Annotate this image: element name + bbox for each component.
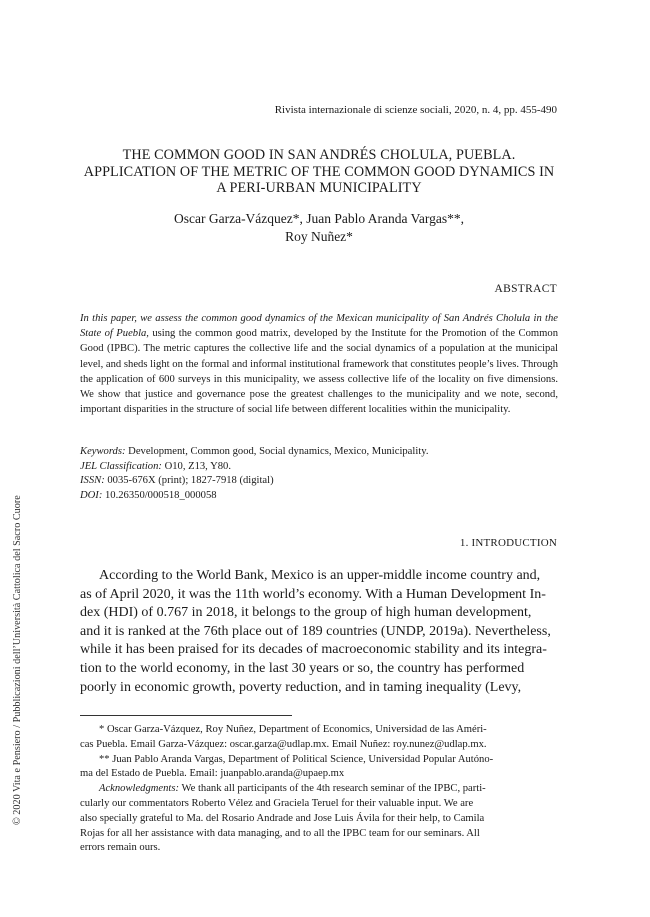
title-line: APPLICATION OF THE METRIC OF THE COMMON GOOD DYNAMICS IN xyxy=(83,163,555,180)
journal-header: Rivista internazionale di scienze sociali, 2020, n. 4, pp. 455-490 xyxy=(274,104,557,116)
body-line: while it has been praised for its decades of macroeconomic stability and its integra- xyxy=(80,642,547,658)
author-line: Roy Nuñez* xyxy=(285,229,353,244)
abstract-heading: ABSTRACT xyxy=(494,283,557,295)
footnote-line: errors remain ours. xyxy=(80,842,161,854)
abstract-text xyxy=(80,311,558,417)
doi-value: 10.26350/000518_000058 xyxy=(102,489,217,501)
keywords-value: Development, Common good, Social dynamics, Mexico, Municipality. xyxy=(125,446,429,457)
paper-metadata xyxy=(80,445,558,503)
jel-value: O10, Z13, Y80. xyxy=(161,460,231,472)
author-list xyxy=(80,210,558,246)
issn-value: 0035-676X (print); 1827-7918 (digital) xyxy=(104,475,274,486)
abstract-italic-intro: In this paper, we assess the common good dynamics of the Mexican municipality of San Andrés Cholula in the State of Puebla, xyxy=(80,313,558,340)
footnote-divider xyxy=(80,715,292,716)
doi-label: DOI: xyxy=(80,489,103,501)
footnotes xyxy=(80,723,558,856)
body-line: dex (HDI) of 0.767 in 2018, it belongs to the group of high human development, xyxy=(80,605,532,621)
footnote-line: cularly our commentators Roberto Vélez and Graciela Teruel for their valuable input. We are xyxy=(80,797,474,809)
footnote-line: * Oscar Garza-Vázquez, Roy Nuñez, Department of Economics, Universidad de las Améri- xyxy=(99,724,487,735)
doi-line xyxy=(80,489,558,504)
jel-label: JEL Classification: xyxy=(80,460,162,472)
side-copyright: © 2020 Vita e Pensiero / Pubblicazioni dell’Università Cattolica del Sacro Cuore xyxy=(12,495,23,825)
paper-title xyxy=(80,147,558,197)
abstract-body: using the common good matrix, developed by the Institute for the Promotion of the Common Good (IPBC). The metric captures the collective life and the social dynamics of a population at the municipal level, and sheds light on the formal and informal institutional framework that constitutes people’s lives. Through the application of 600 surveys in this municipality, we assess collective life of the locality on five dimensions. We show that justice and governance pose the greatest challenges to the municipality and we note, second, important disparities in the structure of social life between different localities within the municipality. xyxy=(80,328,558,416)
footnote-line: ma del Estado de Puebla. Email: juanpablo.aranda@upaep.mx xyxy=(80,768,345,780)
footnote-line: cas Puebla. Email Garza-Vázquez: oscar.garza@udlap.mx. Email Nuñez: roy.nunez@udlap.mx. xyxy=(80,738,487,750)
section-heading: 1. INTRODUCTION xyxy=(459,537,557,549)
title-line: THE COMMON GOOD IN SAN ANDRÉS CHOLULA, PUEBLA. xyxy=(122,147,516,163)
title-line: A PERI-URBAN MUNICIPALITY xyxy=(216,180,422,196)
keywords-line xyxy=(80,445,558,460)
footnote-line: Rojas for all her assistance with data managing, and to all the IPBC team for our seminars. All xyxy=(80,827,480,839)
keywords-label: Keywords: xyxy=(80,446,126,457)
jel-line xyxy=(80,460,558,475)
body-line: tion to the world economy, in the last 30 years or so, the country has performed xyxy=(80,660,525,676)
introduction-paragraph xyxy=(80,567,558,697)
footnote-line: Acknowledgments: We thank all participants of the 4th research seminar of the IPBC, parti- xyxy=(99,783,486,795)
body-line: poorly in economic growth, poverty reduction, and in taming inequality (Levy, xyxy=(80,679,522,695)
body-line: as of April 2020, it was the 11th world’s economy. With a Human Development In- xyxy=(80,586,546,602)
author-line: Oscar Garza-Vázquez*, Juan Pablo Aranda Vargas**, xyxy=(173,211,465,226)
footnote-line: ** Juan Pablo Aranda Vargas, Department of Political Science, Universidad Popular Autóno- xyxy=(99,753,494,765)
body-line: According to the World Bank, Mexico is an upper-middle income country and, xyxy=(99,568,541,583)
footnote-line: also specially grateful to Ma. del Rosario Andrade and Jose Luis Ávila for their help, to Camila xyxy=(80,812,485,824)
issn-line xyxy=(80,474,558,489)
body-line: and it is ranked at the 76th place out of 189 countries (UNDP, 2019a). Nevertheless, xyxy=(80,623,551,639)
issn-label: ISSN: xyxy=(80,475,105,486)
